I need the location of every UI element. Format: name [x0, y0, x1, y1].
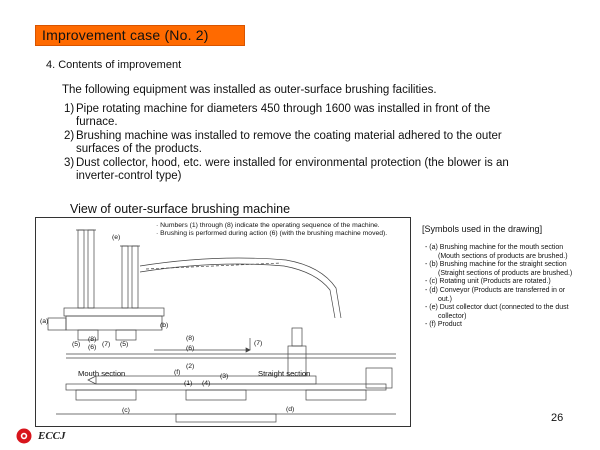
diagram-title: View of outer-surface brushing machine: [70, 202, 291, 216]
page-number: 26: [551, 412, 564, 424]
page-title: Improvement case (No. 2): [42, 27, 209, 43]
intro-text: The following equipment was installed as outer-surface brushing facilities.: [62, 84, 437, 96]
symbol-item: - (e) Dust collector duct (connected to the dust collector): [425, 304, 569, 320]
label-b: (b): [160, 322, 169, 329]
label-c: (c): [122, 407, 130, 414]
label-2: (2): [186, 363, 195, 370]
note-line: · Numbers (1) through (8) indicate the operating sequence of the machine.: [156, 222, 380, 229]
item-text: Dust collector, hood, etc. were installed for environmental protection (the blower is an inverter-control type): [76, 156, 509, 183]
item-text: Pipe rotating machine for diameters 450 through 1600 was installed in front of the furnace.: [76, 103, 491, 129]
label-d: (d): [286, 406, 295, 413]
symbols-title: [Symbols used in the drawing]: [422, 224, 543, 234]
stand-left: [78, 230, 84, 308]
symbol-item: - (f) Product: [425, 321, 462, 329]
symbol-item: - (a) Brushing machine for the mouth section (Mouth sections of products are brushed.): [425, 244, 568, 260]
symbol-item: - (c) Rotating unit (Products are rotated.): [425, 278, 551, 286]
list-item: [64, 157, 534, 184]
label-f: (f): [174, 369, 181, 376]
label-6b: (6): [186, 345, 195, 352]
label-3: (3): [220, 373, 229, 380]
improvement-list: [64, 103, 534, 183]
label-8a: (8): [88, 336, 97, 343]
label-5a: (5): [72, 341, 81, 348]
title-banner: [35, 25, 245, 46]
logo-text: ECCJ: [38, 430, 66, 442]
machine-base: [64, 308, 164, 316]
label-4: (4): [202, 380, 211, 387]
machine-drawing: [35, 217, 411, 427]
item-text: Brushing machine was installed to remove the coating material adhered to the outer surfaces of the products.: [76, 129, 502, 156]
list-item: [64, 103, 534, 130]
label-7b: (7): [254, 340, 263, 347]
item-number: 1): [64, 103, 75, 115]
dust-duct: [140, 258, 341, 318]
section-heading: 4. Contents of improvement: [46, 59, 182, 71]
item-number: 3): [64, 156, 75, 169]
diagram-notes: [156, 222, 408, 239]
straight-section-label: Straight section: [258, 369, 311, 378]
label-a: (a): [40, 318, 49, 325]
note-line: · Brushing is performed during action (6) (with the brushing machine moved).: [156, 230, 388, 238]
eccj-logo-icon: [16, 428, 32, 444]
label-5b: (5): [120, 341, 129, 348]
label-8b: (8): [186, 335, 195, 342]
label-e: (e): [112, 234, 121, 241]
stand-right: [122, 246, 128, 308]
label-7a: (7): [102, 341, 111, 348]
symbols-list: [425, 244, 575, 330]
symbol-item: - (b) Brushing machine for the straight section (Straight sections of products are brushed.): [425, 261, 573, 277]
label-6a: (6): [88, 344, 97, 351]
label-1: (1): [184, 380, 193, 387]
mouth-section-label: Mouth section: [78, 369, 126, 378]
symbol-item: - (d) Conveyor (Products are transferred in or out.): [425, 286, 566, 303]
item-number: 2): [64, 129, 75, 142]
machine-drawing-svg: [36, 218, 412, 428]
list-item: [64, 130, 534, 157]
